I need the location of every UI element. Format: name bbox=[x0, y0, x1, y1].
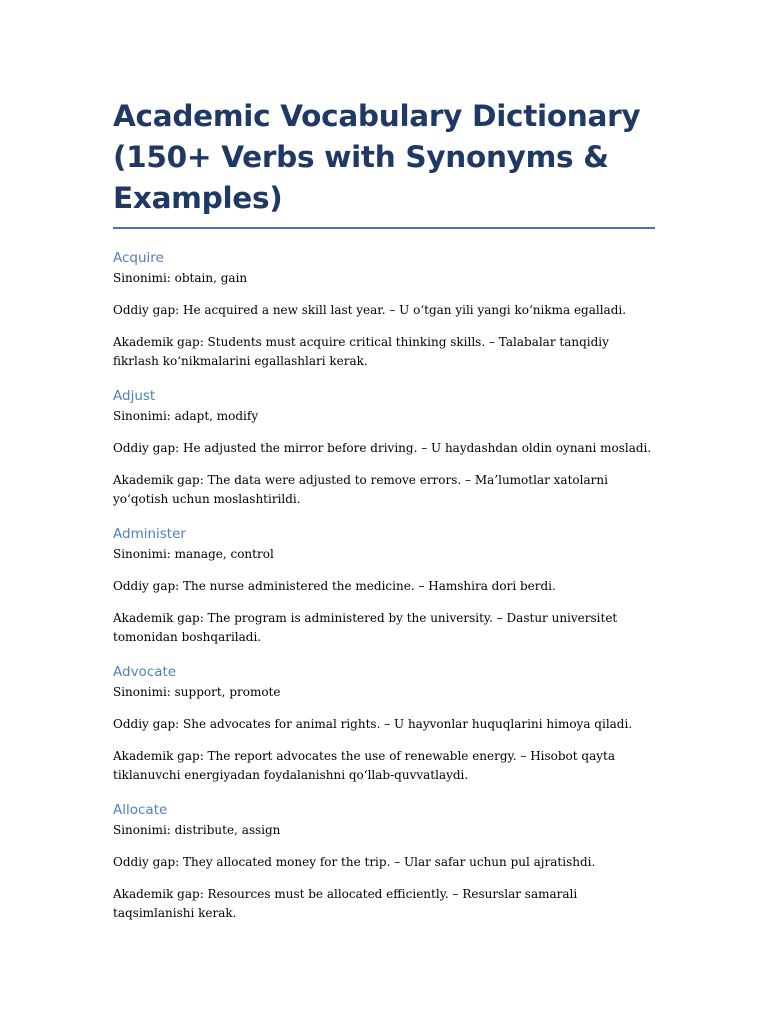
entry-ordinary-sentence: Oddiy gap: He acquired a new skill last year. – U o‘tgan yili yangi ko‘nikma egalladi. bbox=[113, 303, 627, 317]
entry-synonyms: Sinonimi: adapt, modify bbox=[113, 409, 259, 423]
entry-synonyms: Sinonimi: support, promote bbox=[113, 685, 281, 699]
entry-heading: Advocate bbox=[113, 664, 177, 680]
entry-advocate bbox=[113, 663, 655, 785]
document-page bbox=[113, 96, 655, 939]
entry-ordinary-sentence: Oddiy gap: She advocates for animal rights. – U hayvonlar huquqlarini himoya qiladi. bbox=[113, 717, 633, 731]
entry-academic-sentence: Akademik gap: Students must acquire critical thinking skills. – Talabalar tanqidiy fikrlash ko‘nikmalarini egallashlari kerak. bbox=[113, 335, 609, 368]
entry-allocate bbox=[113, 801, 655, 923]
entry-heading: Administer bbox=[113, 526, 186, 542]
entry-ordinary-sentence: Oddiy gap: He adjusted the mirror before driving. – U haydashdan oldin oynani mosladi. bbox=[113, 441, 652, 455]
entry-heading: Adjust bbox=[113, 388, 156, 404]
entry-heading: Acquire bbox=[113, 250, 164, 266]
entry-academic-sentence: Akademik gap: The program is administered by the university. – Dastur universitet tomonidan boshqariladi. bbox=[113, 611, 618, 644]
entry-administer bbox=[113, 525, 655, 647]
entry-heading: Allocate bbox=[113, 802, 168, 818]
entry-synonyms: Sinonimi: distribute, assign bbox=[113, 823, 281, 837]
entry-acquire bbox=[113, 249, 655, 371]
entry-synonyms: Sinonimi: manage, control bbox=[113, 547, 274, 561]
entry-academic-sentence: Akademik gap: The data were adjusted to remove errors. – Ma’lumotlar xatolarni yo‘qotish uchun moslashtirildi. bbox=[113, 473, 608, 506]
entry-academic-sentence: Akademik gap: The report advocates the use of renewable energy. – Hisobot qayta tiklanuvchi energiyadan foydalanishni qo‘llab-quvvatlaydi. bbox=[113, 749, 616, 782]
entry-academic-sentence: Akademik gap: Resources must be allocated efficiently. – Resurslar samarali taqsimlanishi kerak. bbox=[113, 887, 578, 920]
entry-ordinary-sentence: Oddiy gap: They allocated money for the trip. – Ular safar uchun pul ajratishdi. bbox=[113, 855, 596, 869]
document-title: Academic Vocabulary Dictionary (150+ Verbs with Synonyms & Examples) bbox=[113, 99, 641, 215]
entry-ordinary-sentence: Oddiy gap: The nurse administered the medicine. – Hamshira dori berdi. bbox=[113, 579, 556, 593]
entry-adjust bbox=[113, 387, 655, 509]
entry-synonyms: Sinonimi: obtain, gain bbox=[113, 271, 248, 285]
title-underline bbox=[113, 227, 655, 229]
